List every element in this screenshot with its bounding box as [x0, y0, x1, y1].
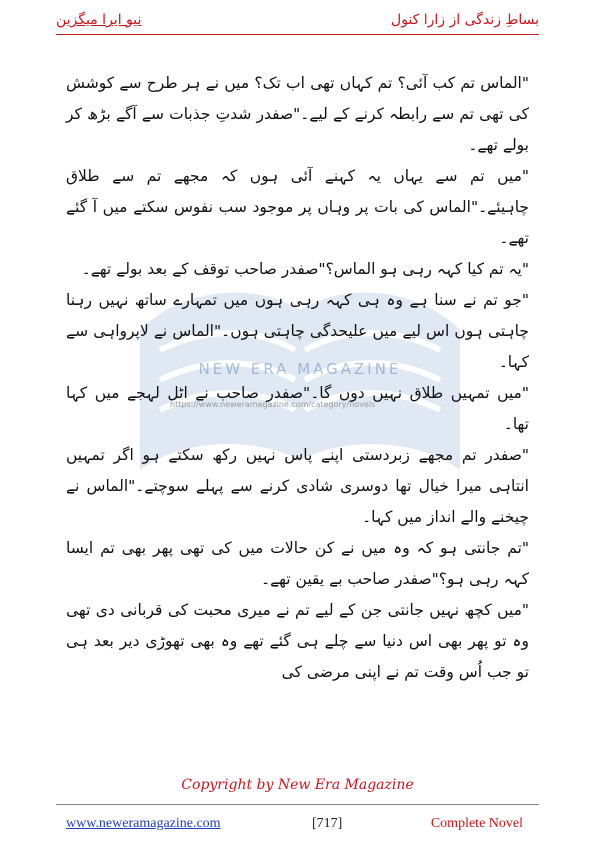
novel-title: بساطِ زندگی از زارا کنول — [391, 12, 539, 28]
page-number: [717] — [312, 816, 343, 831]
paragraph: "میں تمہیں طلاق نہیں دوں گا۔"صفدر صاحب نے اٹل لہجے میں کہا تھا۔ — [66, 384, 529, 433]
novel-body — [66, 68, 529, 688]
footer-label: Complete Novel — [430, 816, 523, 831]
paragraph: "جو تم نے سنا ہے وہ ہی کہہ رہی ہوں میں تمہارے ساتھ نہیں رہنا چاہتی ہوں اس لیے میں علیحدگی چاہتی ہوں۔"الماس نے لاپرواہی سے کہا۔ — [66, 291, 529, 371]
header-divider — [56, 34, 539, 35]
magazine-name: نیو ایرا میگزین — [56, 12, 142, 28]
watermark-brand: NEW ERA MAGAZINE — [198, 360, 402, 378]
copyright-line: Copyright by New Era Magazine — [181, 777, 414, 793]
paragraph: "میں تم سے یہاں یہ کہنے آئی ہوں کہ مجھے تم سے طلاق چاہیئے۔"الماس کی بات پر وہاں پر موجود سب نفوس سکتے میں آ گئے تھے۔ — [66, 167, 529, 247]
paragraph: "تم جانتی ہو کہ وہ میں نے کن حالات میں کی تھی پھر بھی تم ایسا کہہ رہی ہو؟"صفدر صاحب بے یقین تھے۔ — [66, 539, 529, 588]
website-link[interactable]: www.neweramagazine.com — [66, 816, 221, 831]
paragraph: "الماس تم کب آئی؟ تم کہاں تھی اب تک؟ میں نے ہر طرح سے کوشش کی تھی تم سے رابطہ کرنے کے لیے۔"صفدر شدتِ جذبات سے آگے بڑھ کر بولے تھے۔ — [66, 74, 529, 154]
watermark-url: https://www.neweramagazine.com/category/novels — [170, 400, 376, 409]
paragraph: "میں کچھ نہیں جانتی جن کے لیے تم نے میری محبت کی قربانی دی تھی وہ تو پھر بھی اس دنیا سے چلے ہی گئے تھے وہ بھی تھوڑی دیر بعد ہی تو جب اُس وقت تم نے اپنی مرضی کی — [66, 601, 529, 681]
paragraph: "صفدر تم مجھے زبردستی اپنے پاس نہیں رکھ سکتے ہو اگر تمہیں انتاہی میرا خیال تھا دوسری شادی کرنے سے پہلے سوچتے۔"الماس نے چیخنے والے انداز میں کہا۔ — [66, 446, 529, 526]
paragraph: "یہ تم کیا کہہ رہی ہو الماس؟"صفدر صاحب توقف کے بعد بولے تھے۔ — [81, 260, 529, 278]
footer-divider — [56, 804, 539, 805]
page-footer — [66, 816, 523, 836]
